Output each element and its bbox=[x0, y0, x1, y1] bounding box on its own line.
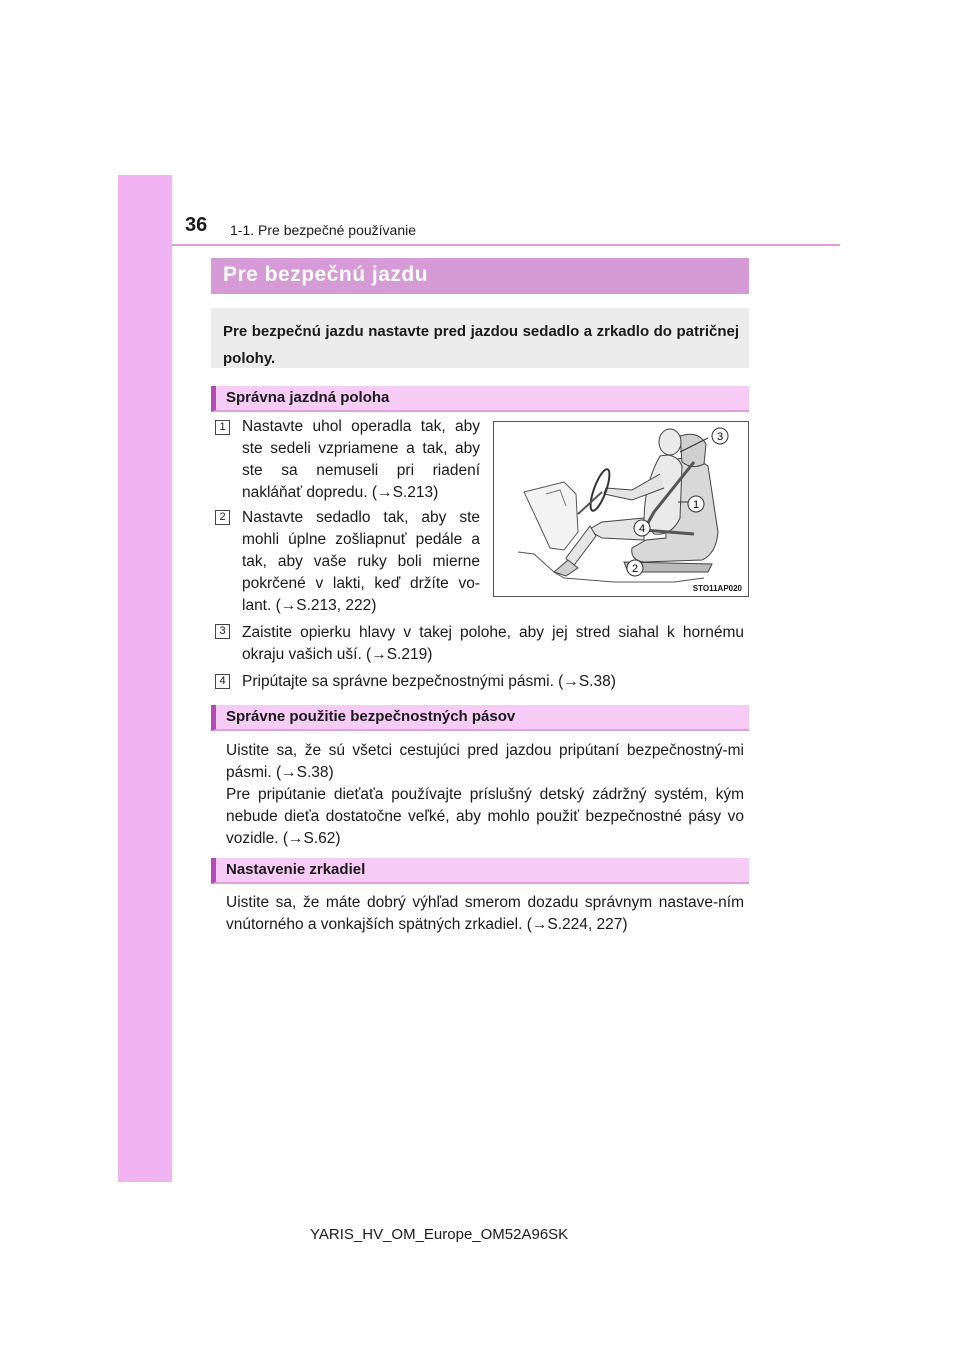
chapter-title: 1-1. Pre bezpečné používanie bbox=[230, 222, 417, 238]
callout-1: 1 bbox=[692, 499, 700, 511]
page-number: 36 bbox=[185, 214, 208, 236]
section-heading-text: Správne použitie bezpečnostných pásov bbox=[226, 708, 516, 725]
side-color-band bbox=[118, 175, 172, 1182]
section-heading-seat-belts bbox=[211, 705, 749, 731]
callout-2: 2 bbox=[631, 563, 639, 575]
page-title: Pre bezpečnú jazdu bbox=[223, 263, 429, 286]
paragraph-child-restraint: Pre pripútanie dieťaťa používajte príslušný detský zádržný systém, kým nebude dieťa dostatočne veľké, aby mohlo použiť bezpečnostné pásy vo vozidle. (→S.62) bbox=[226, 786, 744, 847]
figure-code: STO11AP020 bbox=[692, 584, 742, 593]
item-head-restraint: Zaistite opierku hlavy v takej polohe, aby jej stred siahal k hornému okraju vašich uší. (→S.219) bbox=[242, 624, 744, 663]
callout-3: 3 bbox=[716, 431, 724, 443]
item-seat-belt: Pripútajte sa správne bezpečnostnými pásmi. (→S.38) bbox=[242, 673, 616, 690]
page-title-bar bbox=[211, 258, 749, 294]
callout-4: 4 bbox=[638, 523, 646, 535]
item-marker-1: 1 bbox=[215, 420, 230, 435]
item-seat-position: Nastavte sedadlo tak, aby ste mohli úplne zošliapnuť pedále a tak, aby vaše ruky boli mierne pokrčené v lakti, keď držíte vo-lant. (→S.213, 222) bbox=[242, 509, 480, 614]
item-seatback-angle: Nastavte uhol operadla tak, aby ste sedeli vzpriamene a tak, aby ste sa nemuseli pri riadení nakláňať dopredu. (→S.213) bbox=[242, 418, 480, 501]
header-rule bbox=[172, 244, 840, 246]
footer-document-code: YARIS_HV_OM_Europe_OM52A96SK bbox=[310, 1226, 569, 1243]
item-marker-3: 3 bbox=[215, 624, 230, 639]
paragraph-seat-belts-passengers: Uistite sa, že sú všetci cestujúci pred jazdou pripútaní bezpečnostný-mi pásmi. (→S.38) bbox=[226, 742, 744, 781]
item-marker-4: 4 bbox=[215, 674, 230, 689]
driver-seat-illustration bbox=[494, 422, 749, 597]
section-heading-text: Správna jazdná poloha bbox=[226, 389, 390, 406]
intro-text: Pre bezpečnú jazdu nastavte pred jazdou sedadlo a zrkadlo do patričnej polohy. bbox=[223, 323, 739, 367]
section-heading-driving-position bbox=[211, 386, 749, 412]
driving-position-illustration bbox=[493, 421, 749, 597]
section-heading-text: Nastavenie zrkadiel bbox=[226, 861, 366, 878]
section-heading-mirrors bbox=[211, 858, 749, 884]
paragraph-mirrors: Uistite sa, že máte dobrý výhľad smerom dozadu správnym nastave-ním vnútorného a vonkajších spätných zrkadiel. (→S.224, 227) bbox=[226, 894, 744, 933]
intro-box bbox=[211, 308, 749, 368]
item-marker-2: 2 bbox=[215, 510, 230, 525]
